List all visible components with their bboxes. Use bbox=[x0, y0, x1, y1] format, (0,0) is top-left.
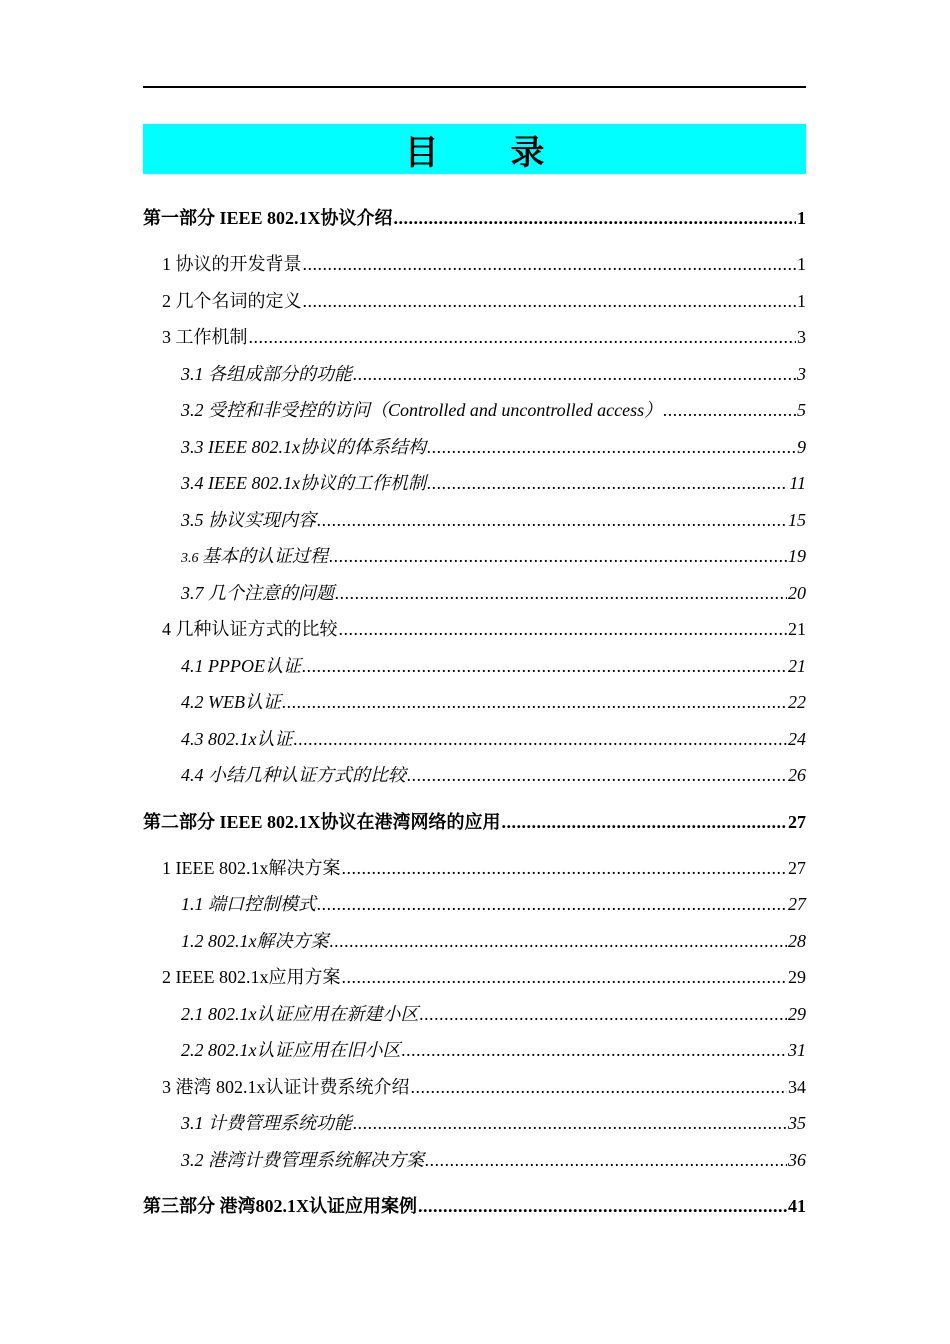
toc-leader-dots bbox=[425, 1147, 787, 1173]
toc-entry-label: 1.1 端口控制模式 bbox=[181, 894, 316, 914]
toc-page-number: 22 bbox=[788, 692, 806, 712]
toc-entry[interactable] bbox=[162, 288, 806, 314]
toc-entry-label: 3.1 计费管理系统功能 bbox=[181, 1113, 352, 1133]
toc-entry-label: 第三部分 港湾802.1X认证应用案例 bbox=[143, 1196, 417, 1216]
toc-entry-label: 1.2 802.1x解决方案 bbox=[181, 931, 329, 951]
toc-entry-text: 基本的认证过程 bbox=[202, 546, 328, 566]
toc-entry[interactable] bbox=[162, 616, 806, 642]
toc-entry[interactable] bbox=[181, 1037, 806, 1063]
toc-entry[interactable] bbox=[181, 726, 806, 752]
toc-leader-dots bbox=[407, 762, 787, 788]
toc-page-number: 29 bbox=[788, 967, 806, 987]
toc-entry-label: 3.4 IEEE 802.1x协议的工作机制 bbox=[181, 473, 426, 493]
toc-entry-label: 2.1 802.1x认证应用在新建小区 bbox=[181, 1004, 419, 1024]
toc-leader-dots bbox=[335, 580, 787, 606]
toc-entry[interactable] bbox=[181, 928, 806, 954]
toc-entry-label: 2.2 802.1x认证应用在旧小区 bbox=[181, 1040, 401, 1060]
toc-entry-label: 第二部分 IEEE 802.1X协议在港湾网络的应用 bbox=[143, 812, 501, 832]
toc-page-number: 9 bbox=[797, 437, 806, 457]
toc-entry-label: 4.1 PPPOE认证 bbox=[181, 656, 301, 676]
toc-entry[interactable] bbox=[181, 543, 806, 569]
toc-entry-label: 2 几个名词的定义 bbox=[162, 291, 302, 311]
toc-entry-number: 3.6 bbox=[181, 551, 202, 566]
toc-page-number: 34 bbox=[788, 1077, 806, 1097]
toc-entry-label: 3 港湾 802.1x认证计费系统介绍 bbox=[162, 1077, 410, 1097]
toc-entry[interactable] bbox=[162, 855, 806, 881]
toc-leader-dots bbox=[302, 653, 787, 679]
toc-leader-dots bbox=[341, 964, 787, 990]
toc-entry[interactable] bbox=[162, 964, 806, 990]
toc-page-number: 27 bbox=[788, 858, 806, 878]
toc-page-number: 15 bbox=[788, 510, 806, 530]
toc-leader-dots bbox=[317, 507, 787, 533]
toc-page-number: 1 bbox=[797, 254, 806, 274]
toc-entry[interactable] bbox=[181, 434, 806, 460]
toc-entry[interactable] bbox=[143, 1193, 806, 1219]
toc-leader-dots bbox=[353, 1110, 787, 1136]
toc-entry[interactable] bbox=[143, 205, 806, 231]
toc-entry-label: 3.7 几个注意的问题 bbox=[181, 583, 334, 603]
toc-page-number: 19 bbox=[788, 546, 806, 566]
toc-page-number: 36 bbox=[788, 1150, 806, 1170]
toc-entry-label: 4.3 802.1x认证 bbox=[181, 729, 293, 749]
toc-page-number: 5 bbox=[797, 400, 806, 420]
toc-leader-dots bbox=[427, 470, 788, 496]
toc-page-number: 29 bbox=[788, 1004, 806, 1024]
toc-entry-label: 3.2 受控和非受控的访问（Controlled and uncontrolled access） bbox=[181, 400, 663, 420]
toc-leader-dots bbox=[411, 1074, 788, 1100]
toc-entry-label: 3.5 协议实现内容 bbox=[181, 510, 316, 530]
toc-leader-dots bbox=[249, 324, 797, 350]
header-rule bbox=[143, 86, 806, 88]
toc-leader-dots bbox=[303, 288, 797, 314]
toc-page-number: 26 bbox=[788, 765, 806, 785]
toc-leader-dots bbox=[329, 543, 787, 569]
toc-entry-label: 1 协议的开发背景 bbox=[162, 254, 302, 274]
toc-entry[interactable] bbox=[181, 507, 806, 533]
toc-page-number: 35 bbox=[788, 1113, 806, 1133]
toc-entry[interactable] bbox=[181, 470, 806, 496]
toc-page-number: 21 bbox=[788, 656, 806, 676]
toc-leader-dots bbox=[420, 1001, 788, 1027]
toc-title-banner bbox=[143, 124, 806, 174]
toc-entry[interactable] bbox=[181, 397, 806, 423]
toc-entry[interactable] bbox=[162, 251, 806, 277]
toc-title: 目 录 bbox=[404, 132, 575, 173]
toc-page-number: 3 bbox=[797, 364, 806, 384]
toc-page-number: 21 bbox=[788, 619, 806, 639]
toc-entry-label: 4.4 小结几种认证方式的比较 bbox=[181, 765, 406, 785]
toc-entry[interactable] bbox=[181, 1001, 806, 1027]
toc-page-number: 1 bbox=[797, 291, 806, 311]
toc-page-number: 27 bbox=[788, 812, 806, 832]
toc-leader-dots bbox=[427, 434, 796, 460]
toc-leader-dots bbox=[663, 397, 796, 423]
toc-entry-label bbox=[181, 543, 328, 572]
toc-page-number: 28 bbox=[788, 931, 806, 951]
toc-page-number: 1 bbox=[797, 208, 806, 228]
toc-page-number: 24 bbox=[788, 729, 806, 749]
toc-entry[interactable] bbox=[181, 1147, 806, 1173]
toc-entry[interactable] bbox=[181, 653, 806, 679]
toc-leader-dots bbox=[317, 891, 787, 917]
toc-entry[interactable] bbox=[181, 1110, 806, 1136]
toc-page-number: 11 bbox=[789, 473, 806, 493]
toc-entry-label: 3.1 各组成部分的功能 bbox=[181, 364, 352, 384]
toc-leader-dots bbox=[353, 361, 796, 387]
toc-leader-dots bbox=[282, 689, 787, 715]
toc-leader-dots bbox=[294, 726, 788, 752]
toc-entry[interactable] bbox=[181, 361, 806, 387]
toc-entry-label: 1 IEEE 802.1x解决方案 bbox=[162, 858, 341, 878]
toc-leader-dots bbox=[341, 855, 787, 881]
toc-leader-dots bbox=[502, 809, 787, 835]
toc-entry-label: 3.3 IEEE 802.1x协议的体系结构 bbox=[181, 437, 426, 457]
toc-leader-dots bbox=[394, 205, 796, 231]
toc-entry[interactable] bbox=[181, 689, 806, 715]
toc-entry-label: 3 工作机制 bbox=[162, 327, 248, 347]
toc-leader-dots bbox=[339, 616, 788, 642]
toc-entry[interactable] bbox=[181, 762, 806, 788]
toc-leader-dots bbox=[303, 251, 797, 277]
toc-page-number: 20 bbox=[788, 583, 806, 603]
toc-entry[interactable] bbox=[143, 809, 806, 835]
toc-leader-dots bbox=[402, 1037, 788, 1063]
toc-page-number: 3 bbox=[797, 327, 806, 347]
toc-entry[interactable] bbox=[162, 324, 806, 350]
toc-entry[interactable] bbox=[162, 1074, 806, 1100]
toc-page-number: 27 bbox=[788, 894, 806, 914]
toc-page-number: 31 bbox=[788, 1040, 806, 1060]
toc-entry-label: 4 几种认证方式的比较 bbox=[162, 619, 338, 639]
toc-entry[interactable] bbox=[181, 580, 806, 606]
toc-leader-dots bbox=[418, 1193, 787, 1219]
toc-entry-label: 3.2 港湾计费管理系统解决方案 bbox=[181, 1150, 424, 1170]
toc-entry[interactable] bbox=[181, 891, 806, 917]
toc-leader-dots bbox=[330, 928, 788, 954]
toc-page-number: 41 bbox=[788, 1196, 806, 1216]
toc-entry-label: 第一部分 IEEE 802.1X协议介绍 bbox=[143, 208, 393, 228]
toc-entry-label: 2 IEEE 802.1x应用方案 bbox=[162, 967, 341, 987]
toc-entry-label: 4.2 WEB认证 bbox=[181, 692, 281, 712]
